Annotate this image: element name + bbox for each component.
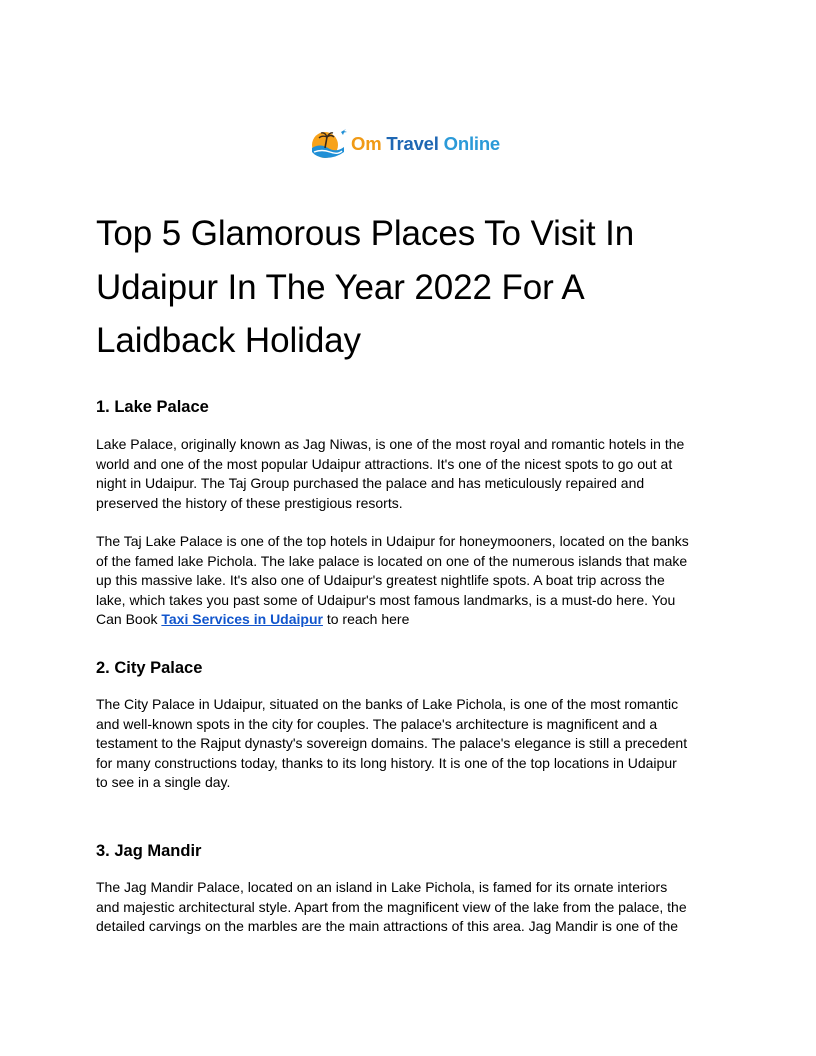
brand-word-travel: Travel: [386, 133, 439, 154]
brand-logo: [308, 126, 500, 162]
section-heading-jag-mandir: 3. Jag Mandir: [96, 842, 202, 860]
paragraph-lake-palace-1: [96, 435, 736, 513]
text-line: lake, which takes you past some of Udaipur's most famous landmarks, is a must-do here. You: [96, 591, 676, 608]
section-heading-city-palace: 2. City Palace: [96, 659, 203, 677]
text-line: testament to the Rajput dynasty's sovereign domains. The palace's elegance is still a precedent: [96, 735, 688, 751]
paragraph-city-palace: [96, 695, 736, 793]
text-line: of the famed lake Pichola. The lake palace is located on one of the numerous islands that make: [96, 552, 688, 569]
brand-word-online: Online: [443, 133, 501, 154]
text-line: [96, 610, 736, 630]
text-fragment: Can Book: [96, 611, 162, 627]
text-line: night in Udaipur. The Taj Group purchased the palace and has meticulously repaired and: [96, 475, 645, 491]
brand-word-om: Om: [351, 133, 382, 154]
title-line: Top 5 Glamorous Places To Visit In: [96, 214, 635, 253]
title-line: Udaipur In The Year 2022 For A: [96, 267, 585, 307]
text-line: and well-known spots in the city for couples. The palace's architecture is magnificent and a: [96, 715, 658, 732]
text-line: and majestic architectural style. Apart from the magnificent view of the lake from the palace, the: [96, 898, 687, 915]
text-line: The Taj Lake Palace is one of the top hotels in Udaipur for honeymooners, located on the banks: [96, 533, 689, 549]
paragraph-lake-palace-2: [96, 532, 736, 630]
text-line: Lake Palace, originally known as Jag Niwas, is one of the most royal and romantic hotels in the: [96, 436, 685, 452]
text-line: up this massive lake. It's also one of Udaipur's greatest nightlife spots. A boat trip across the: [96, 572, 665, 588]
text-fragment: to reach here: [322, 611, 410, 627]
text-line: for many constructions today, thanks to its long history. It is one of the top locations in Udaipur: [96, 754, 677, 771]
text-line: The City Palace in Udaipur, situated on the banks of Lake Pichola, is one of the most romantic: [96, 696, 679, 712]
paragraph-jag-mandir: [96, 878, 736, 937]
section-heading-lake-palace: 1. Lake Palace: [96, 398, 209, 416]
page-title: [96, 207, 736, 368]
beach-sun-logo-icon: [308, 126, 348, 162]
text-line: world and one of the most popular Udaipur attractions. It's one of the nicest spots to go out at: [96, 455, 673, 472]
brand-name: [351, 133, 500, 155]
taxi-services-link[interactable]: Taxi Services in Udaipur: [161, 611, 323, 627]
title-line: Laidback Holiday: [96, 321, 361, 360]
text-line: preserved the history of these prestigious resorts.: [96, 494, 403, 511]
text-line: detailed carvings on the marbles are the main attractions of this area. Jag Mandir is one of the: [96, 918, 679, 934]
text-line: The Jag Mandir Palace, located on an island in Lake Pichola, is famed for its ornate interiors: [96, 879, 668, 895]
text-line: to see in a single day.: [96, 774, 231, 790]
